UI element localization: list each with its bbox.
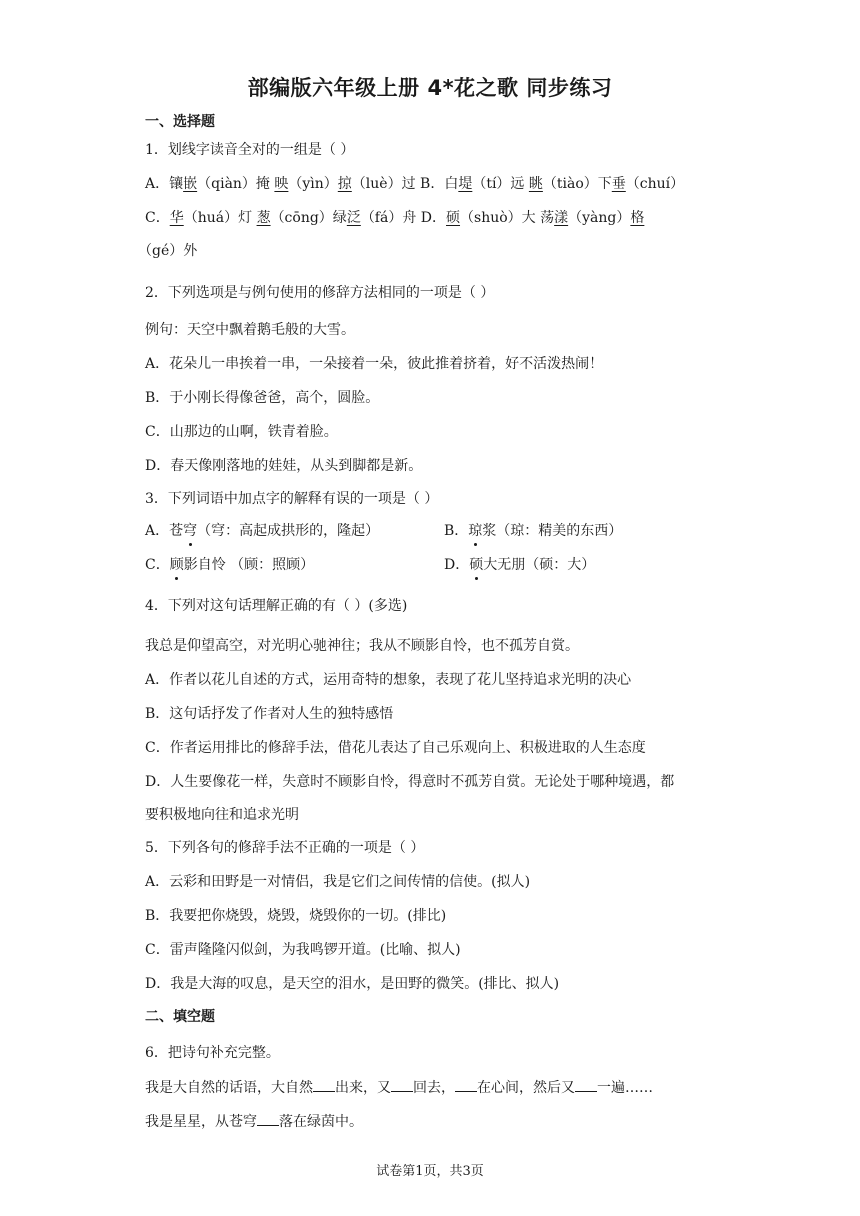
question-5-option-b: B．我要把你烧毁，烧毁，烧毁你的一切。(排比) [145, 908, 447, 924]
question-2-option-c: C．山那边的山啊，铁青着脸。 [145, 424, 338, 440]
question-4-option-a: A．作者以花儿自述的方式，运用奇特的想象，表现了花儿坚持追求光明的决心 [145, 672, 632, 688]
answer-blank[interactable] [575, 1077, 597, 1092]
question-2-option-b: B．于小刚长得像爸爸，高个，圆脸。 [145, 390, 380, 406]
question-3-stem: 3．下列词语中加点字的解释有误的一项是（ ） [145, 491, 439, 507]
question-5-option-c: C．雷声隆隆闪似剑，为我鸣锣开道。(比喻、拟人) [145, 942, 461, 958]
question-5-stem: 5．下列各句的修辞手法不正确的一项是（ ） [145, 840, 425, 856]
question-1-options-cd: C．华（huá）灯 葱（cōng）绿泛（fá）舟 D．硕（shuò）大 荡漾（yàng）格 [145, 210, 645, 226]
question-2-option-d: D．春天像刚落地的娃娃，从头到脚都是新。 [145, 458, 423, 474]
answer-blank[interactable] [257, 1111, 279, 1126]
section-heading-fill: 二、填空题 [145, 1009, 215, 1025]
question-4-quote: 我总是仰望高空，对光明心驰神往；我从不顾影自怜，也不孤芳自赏。 [145, 638, 579, 654]
question-3-option-c: C．顾影自怜 （顾：照顾） [145, 557, 315, 573]
question-6-stem: 6．把诗句补充完整。 [145, 1045, 280, 1061]
page-title: 部编版六年级上册 4*花之歌 同步练习 [247, 76, 613, 100]
question-1-stem: 1．划线字读音全对的一组是（ ） [145, 142, 355, 158]
question-5-option-a: A．云彩和田野是一对情侣，我是它们之间传情的信使。(拟人) [145, 874, 531, 890]
question-4-stem: 4．下列对这句话理解正确的有（ ）(多选) [145, 598, 408, 614]
question-4-option-d: D．人生要像花一样，失意时不顾影自怜，得意时不孤芳自赏。无论处于哪种境遇，都 [145, 774, 675, 790]
question-1-options-cd-cont: （gé）外 [138, 243, 198, 259]
question-4-option-d-cont: 要积极地向往和追求光明 [145, 807, 299, 823]
question-3-option-b: B．琼浆（琼：精美的东西） [444, 523, 623, 539]
question-1-options-ab: A．镶嵌（qiàn）掩 映（yìn）掠（luè）过 B．白堤（tí）远 眺（tiào）下垂（chuí） [145, 176, 685, 192]
question-2-option-a: A．花朵儿一串挨着一串，一朵接着一朵，彼此推着挤着，好不活泼热闹！ [145, 356, 604, 372]
answer-blank[interactable] [313, 1077, 335, 1092]
question-2-example: 例句：天空中飘着鹅毛般的大雪。 [145, 322, 355, 338]
section-heading-choice: 一、选择题 [145, 114, 215, 130]
question-3-option-a: A．苍穹（穹：高起成拱形的，隆起） [145, 523, 380, 539]
question-4-option-b: B．这句话抒发了作者对人生的独特感悟 [145, 706, 394, 722]
answer-blank[interactable] [455, 1077, 477, 1092]
page-footer: 试卷第1页，共3页 [376, 1164, 484, 1179]
question-4-option-c: C．作者运用排比的修辞手法，借花儿表达了自己乐观向上、积极进取的人生态度 [145, 740, 646, 756]
question-3-option-d: D．硕大无朋（硕：大） [444, 557, 596, 573]
answer-blank[interactable] [391, 1077, 413, 1092]
question-6-line-2: 我是星星，从苍穹 落在绿茵中。 [145, 1111, 363, 1132]
question-5-option-d: D．我是大海的叹息，是天空的泪水，是田野的微笑。(排比、拟人) [145, 976, 560, 992]
question-6-line-1: 我是大自然的话语，大自然 出来，又 回去， 在心间，然后又 一遍…… [145, 1077, 653, 1098]
question-2-stem: 2．下列选项是与例句使用的修辞方法相同的一项是（ ） [145, 285, 495, 301]
